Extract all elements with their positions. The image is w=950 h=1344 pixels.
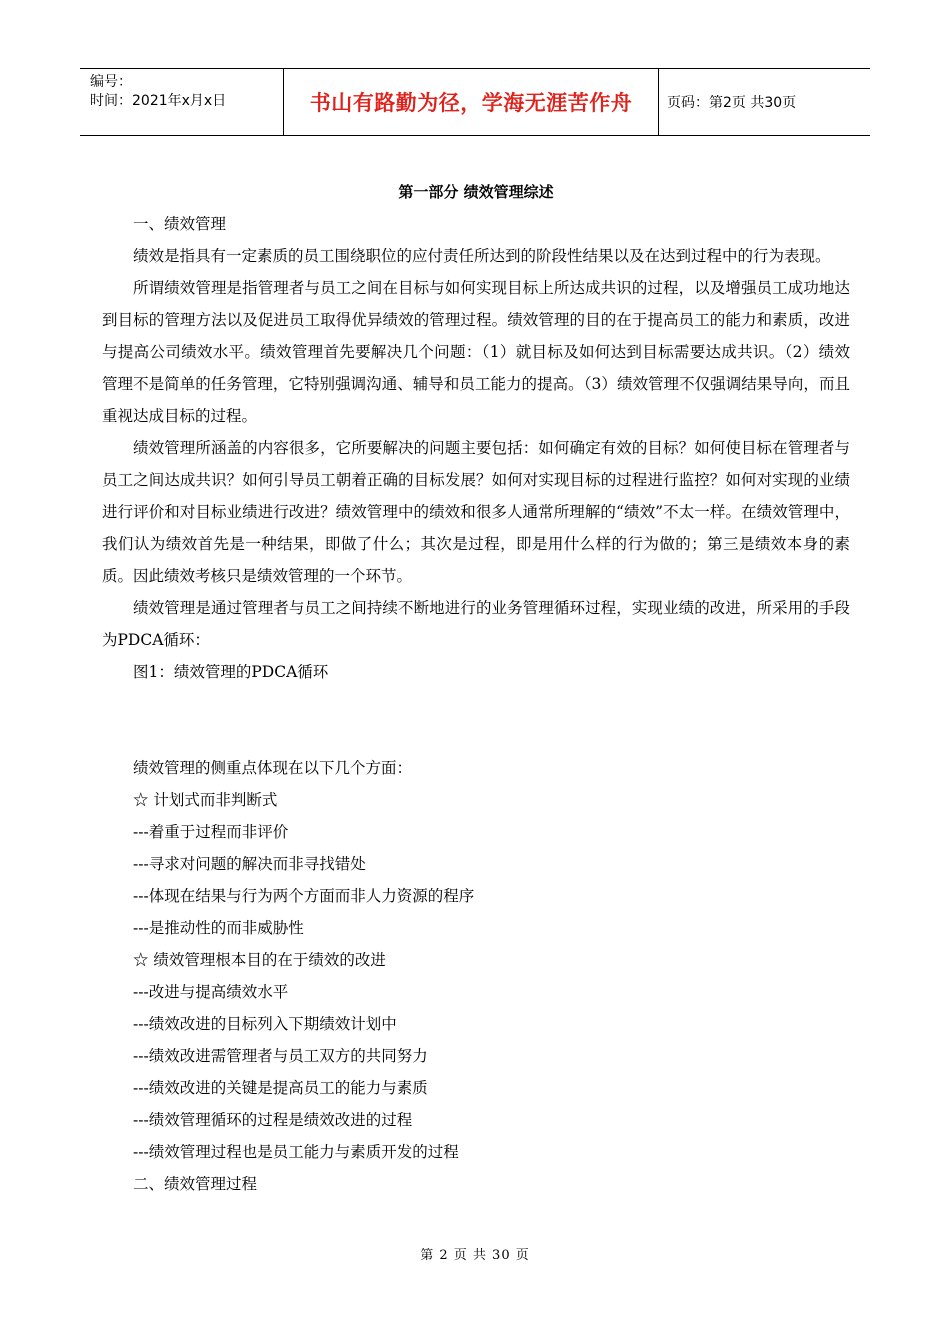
figure-caption: 图1：绩效管理的PDCA循环 — [133, 663, 329, 681]
list-item: ---体现在结果与行为两个方面而非人力资源的程序 — [133, 887, 475, 905]
section-heading: 二、绩效管理过程 — [133, 1175, 258, 1193]
list-item: ---寻求对问题的解决而非寻找错处 — [133, 855, 366, 873]
list-item: ---着重于过程而非评价 — [133, 823, 289, 841]
list-item: ---绩效改进的关键是提高员工的能力与素质 — [133, 1079, 428, 1097]
paragraph: 绩效是指具有一定素质的员工围绕职位的应付责任所达到的阶段性结果以及在达到过程中的行为表现。 — [133, 247, 831, 265]
document-body — [102, 176, 850, 1200]
paragraph: 所谓绩效管理是指管理者与员工之间在目标与如何实现目标上所达成共识的过程，以及增强员工成功地达到目标的管理方法以及促进员工取得优异绩效的管理过程。绩效管理的目的在于提高员工的能力和素质，改进与提高公司绩效水平。绩效管理首先要解决几个问题：（1）就目标及如何达到目标需要达成共识。（2）绩效管理不是简单的任务管理，它特别强调沟通、辅导和员工能力的提高。（3）绩效管理不仅强调结果导向，而且重视达成目标的过程。 — [102, 279, 850, 425]
document-date: 时间：2021年x月x日 — [90, 93, 227, 109]
header-page-info: 页码：第2页 共30页 — [667, 95, 797, 111]
header-meta — [80, 69, 283, 135]
list-item: ---绩效改进的目标列入下期绩效计划中 — [133, 1015, 397, 1033]
page-footer: 第 2 页 共 30 页 — [420, 1248, 530, 1263]
focus-list — [102, 784, 850, 1168]
page-header — [80, 68, 870, 136]
page-title: 第一部分 绩效管理综述 — [398, 183, 554, 201]
paragraph: 绩效管理是通过管理者与员工之间持续不断地进行的业务管理循环过程，实现业绩的改进，所采用的手段为PDCA循环： — [102, 599, 850, 649]
list-item: ☆ 绩效管理根本目的在于绩效的改进 — [133, 951, 386, 969]
list-item: ---绩效管理过程也是员工能力与素质开发的过程 — [133, 1143, 459, 1161]
paragraph: 绩效管理所涵盖的内容很多，它所要解决的问题主要包括：如何确定有效的目标？如何使目标在管理者与员工之间达成共识？如何引导员工朝着正确的目标发展？如何对实现目标的过程进行监控？如何对实现的业绩进行评价和对目标业绩进行改进？绩效管理中的绩效和很多人通常所理解的“绩效”不太一样。在绩效管理中，我们认为绩效首先是一种结果，即做了什么；其次是过程，即是用什么样的行为做的；第三是绩效本身的素质。因此绩效考核只是绩效管理的一个环节。 — [102, 439, 850, 585]
focus-intro: 绩效管理的侧重点体现在以下几个方面： — [133, 759, 413, 777]
list-item: ☆ 计划式而非判断式 — [133, 791, 278, 809]
section-heading: 一、绩效管理 — [133, 215, 227, 233]
figure-placeholder — [102, 688, 850, 752]
document-number-label: 编号： — [90, 74, 132, 90]
list-item: ---是推动性的而非威胁性 — [133, 919, 304, 937]
list-item: ---绩效管理循环的过程是绩效改进的过程 — [133, 1111, 413, 1129]
list-item: ---改进与提高绩效水平 — [133, 983, 289, 1001]
list-item: ---绩效改进需管理者与员工双方的共同努力 — [133, 1047, 428, 1065]
header-motto: 书山有路勤为径，学海无涯苦作舟 — [283, 69, 659, 135]
